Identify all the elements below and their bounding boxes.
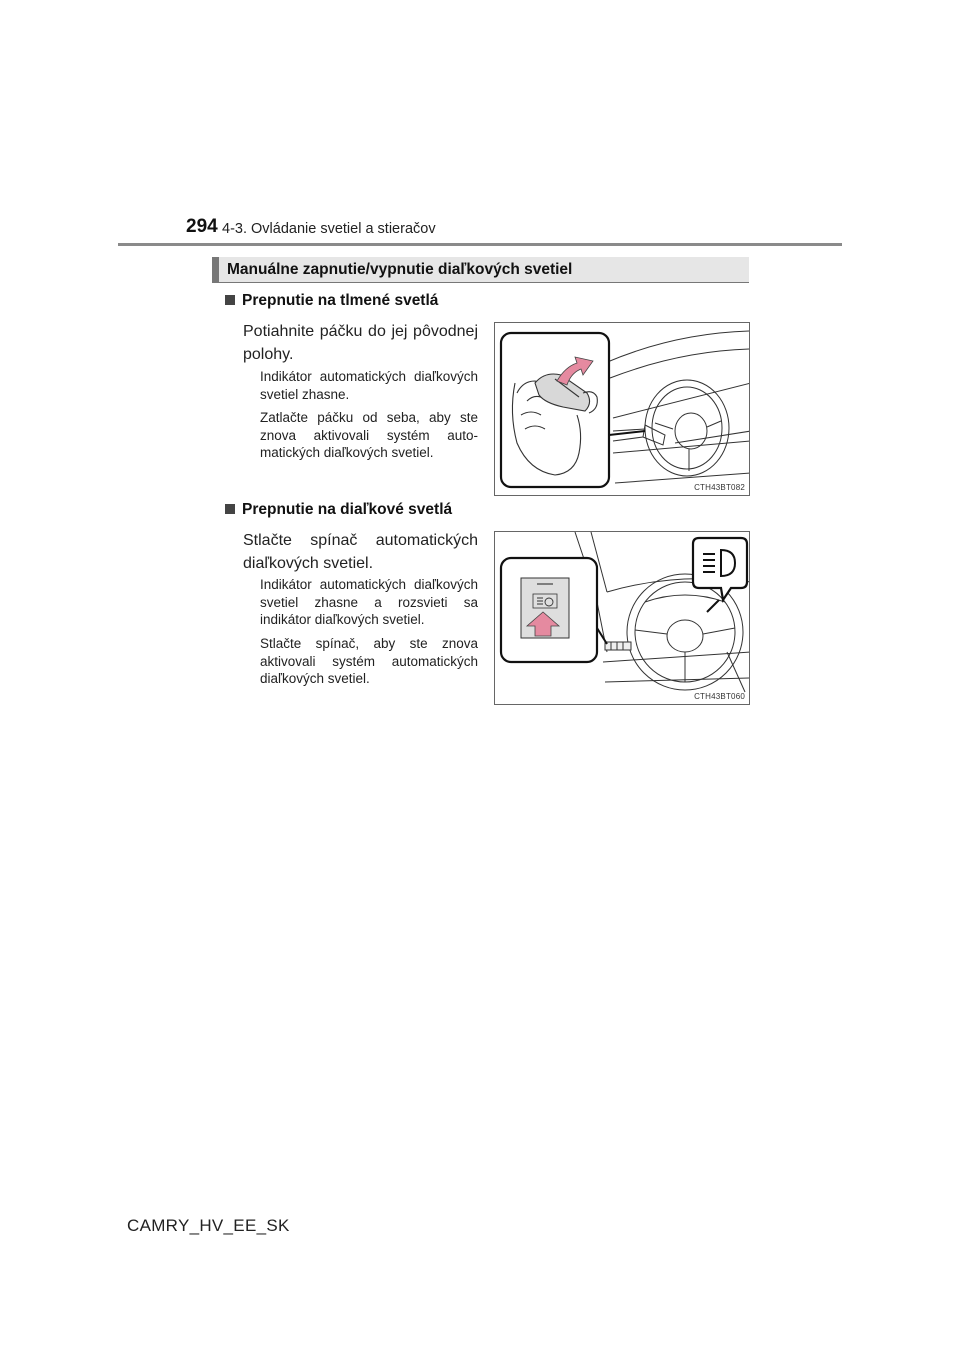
- square-bullet-icon: [225, 504, 235, 514]
- note-low-beam-1: Indikátor automatických diaľkových svetiel zhasne.: [260, 369, 478, 402]
- subheading-low-beam: [225, 292, 438, 310]
- subheading-high-beam-text: Prepnutie na diaľkové svetlá: [242, 501, 453, 518]
- lever-pull-illustration: [495, 323, 750, 496]
- subheading-low-beam-text: Prepnutie na tlmené svetlá: [242, 292, 439, 309]
- subheading-high-beam: [225, 501, 452, 519]
- figure-code-2: CTH43BT060: [694, 692, 745, 701]
- figure-code-1: CTH43BT082: [694, 483, 745, 492]
- note-high-beam-1: Indikátor automatických diaľkových svetiel zhasne a rozsvieti sa indikátor diaľkových svetiel.: [260, 577, 478, 627]
- note-high-beam-2: Stlačte spínač, aby ste znova aktivovali systém automatických diaľkových svetiel.: [260, 636, 478, 686]
- figure-lever-pull: [494, 322, 750, 496]
- header-rule: [118, 243, 842, 246]
- section-title: Manuálne zapnutie/vypnutie diaľkových svetiel: [227, 261, 573, 278]
- switch-press-illustration: [495, 532, 750, 705]
- model-code-footer: CAMRY_HV_EE_SK: [127, 1216, 290, 1235]
- square-bullet-icon: [225, 295, 235, 305]
- chapter-title: 4-3. Ovládanie svetiel a stieračov: [222, 221, 436, 237]
- note-low-beam-2: Zatlačte páčku od seba, aby ste znova aktivovali systém automatických diaľkových svetiel.: [260, 410, 478, 460]
- section-title-bar: [212, 257, 749, 283]
- instruction-high-beam: Stlačte spínač automatických diaľkových svetiel.: [243, 532, 478, 572]
- figure-switch-press: [494, 531, 750, 705]
- page-number: 294: [186, 216, 218, 237]
- instruction-low-beam: Potiahnite páčku do jej pôvodnej polohy.: [243, 323, 478, 363]
